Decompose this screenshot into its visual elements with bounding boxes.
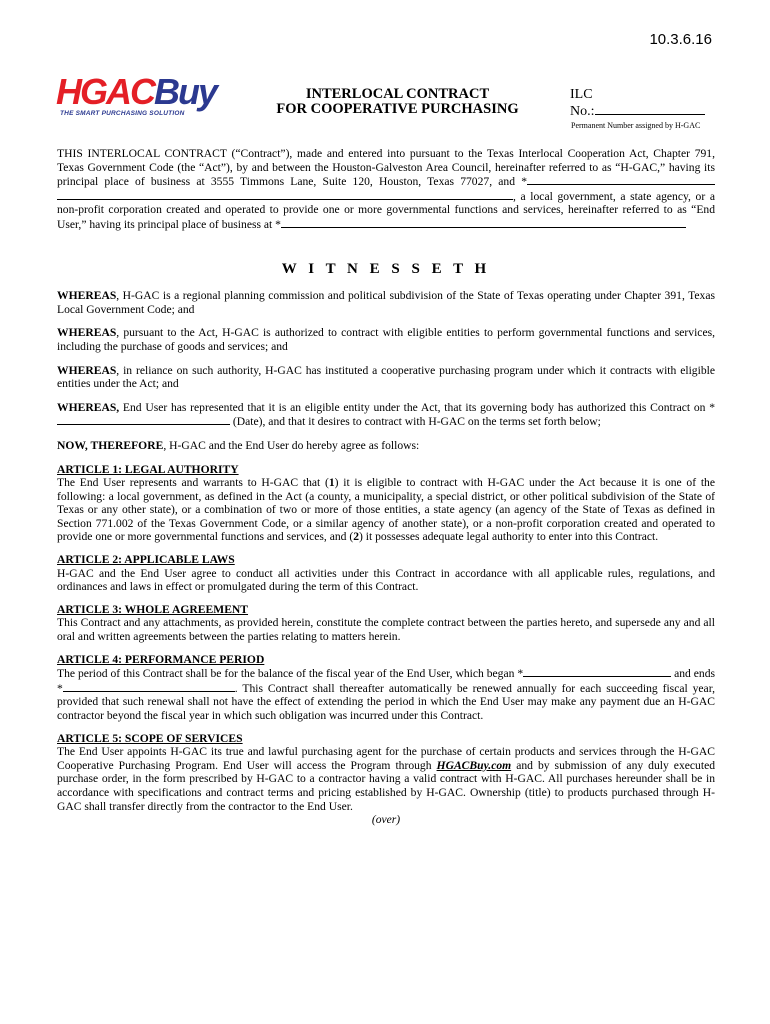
end-user-name-blank-continued[interactable]: [57, 189, 513, 200]
contract-body: [57, 147, 715, 827]
article-1-text: The End User represents and warrants to H-GAC that (1) it is eligible to contract with H-GAC under the Act because it is one of the following: a local government, as defined in the Act (a county, a municipality, a special district, or other political subdivision of the State of Texas or any other state), or a combination of two or more of those entities, a state agency (an agency of the State of Texas as defined in Section 771.002 of the Texas Government Code, or a similar agency of another state), or a non-profit corporation created and operated to provide one or more governmental functions and services, and (2) it possesses adequate legal authority to enter into this Contract.: [57, 476, 715, 544]
whereas-paragraph-2: WHEREAS, pursuant to the Act, H-GAC is authorized to contract with eligible entities to perform governmental functions and services, including the purchase of goods and services; and: [57, 326, 715, 353]
article-3-text: This Contract and any attachments, as provided herein, constitute the complete contract between the parties hereto, and supersede any and all oral and written agreements between the parties relating to matters herein.: [57, 616, 715, 644]
article-4-text: The period of this Contract shall be for the balance of the fiscal year of the End User, which began * and ends * . This Contract shall thereafter automatically be renewed annually for each succeeding fiscal year, provided that such renewal shall not have the effect of extending the period in which the End User may make any payment due an H-GAC contractor beyond the fiscal year in which such obligation was incurred under this Contract.: [57, 667, 716, 722]
logo-text-blue: Buy: [154, 71, 217, 112]
document-number: 10.3.6.16: [649, 31, 712, 48]
article-2-heading: ARTICLE 2: APPLICABLE LAWS: [57, 553, 235, 567]
now-therefore-paragraph: NOW, THEREFORE, H-GAC and the End User do hereby agree as follows:: [57, 438, 420, 452]
document-title: [260, 87, 535, 117]
whereas-paragraph-1: WHEREAS, H-GAC is a regional planning commission and political subdivision of the State of Texas operating under Chapter 391, Texas Local Government Code; and: [57, 289, 715, 316]
whereas-paragraph-4: WHEREAS, End User has represented that it is an eligible entity under the Act, that its governing body has authorized this Contract on * (Date), and that it desires to contract with H-GAC on the terms set forth below;: [57, 400, 715, 429]
logo-tagline: THE SMART PURCHASING SOLUTION: [60, 110, 185, 117]
article-1-heading: ARTICLE 1: LEGAL AUTHORITY: [57, 462, 239, 476]
fiscal-year-start-blank[interactable]: [523, 666, 671, 677]
end-user-address-blank[interactable]: [281, 217, 686, 228]
title-line-2: FOR COOPERATIVE PURCHASING: [276, 101, 519, 117]
hgacbuy-link[interactable]: HGACBuy.com: [436, 758, 512, 772]
fiscal-year-end-blank[interactable]: [63, 681, 235, 692]
permanent-number-note: Permanent Number assigned by H-GAC: [571, 121, 701, 130]
intro-paragraph: THIS INTERLOCAL CONTRACT (“Contract”), made and entered into pursuant to the Texas Interlocal Cooperation Act, Chapter 791, Texas Government Code (the “Act”), by and between the Houston-Galveston Area Council, hereinafter referred to as “H-GAC,” having its principal place of business at 3555 Timmons Lane, Suite 120, Houston, Texas 77027, and *, a local government, a state agency, or a non-profit corporation created and operated to provide one or more governmental functions and services, hereinafter referred to as “End User,” having its principal place of business at *: [57, 147, 715, 231]
article-2-text: H-GAC and the End User agree to conduct all activities under this Contract in accordance with all applicable rules, regulations, and ordinances and laws in effect or promulgated during the term of this Contract.: [57, 566, 715, 594]
article-5-text: The End User appoints H-GAC its true and lawful purchasing agent for the purchase of certain products and services through the H-GAC Cooperative Purchasing Program. End User will access the Program through HGACBuy.com and by submission of any duly executed purchase order, in the form prescribed by H-GAC to a contractor having a valid contract with H-GAC. All purchases hereunder shall be in accordance with specifications and contract terms and pricing established by H-GAC. Ownership (title) to products purchased through H-GAC shall transfer directly from the contractor to the End User.: [57, 745, 716, 813]
title-line-1: INTERLOCAL CONTRACT: [305, 86, 490, 102]
no-label: No.:: [570, 104, 595, 119]
ilc-number-block: [570, 87, 705, 119]
logo-text-red: HGAC: [56, 71, 154, 112]
authorization-date-blank[interactable]: [57, 414, 230, 425]
witnesseth-heading: W I T N E S S E T H: [281, 260, 491, 277]
whereas-paragraph-3: WHEREAS, in reliance on such authority, H-GAC has instituted a cooperative purchasing program under which it contracts with eligible entities under the Act; and: [57, 363, 715, 391]
ilc-label: ILC: [570, 87, 593, 102]
article-5-heading: ARTICLE 5: SCOPE OF SERVICES: [57, 731, 243, 745]
over-note: (over): [371, 813, 401, 827]
hgacbuy-logo: [56, 71, 240, 120]
article-3-heading: ARTICLE 3: WHOLE AGREEMENT: [57, 602, 249, 616]
ilc-number-field[interactable]: [595, 102, 705, 115]
article-4-heading: ARTICLE 4: PERFORMANCE PERIOD: [57, 652, 265, 666]
end-user-name-blank[interactable]: [527, 174, 715, 185]
